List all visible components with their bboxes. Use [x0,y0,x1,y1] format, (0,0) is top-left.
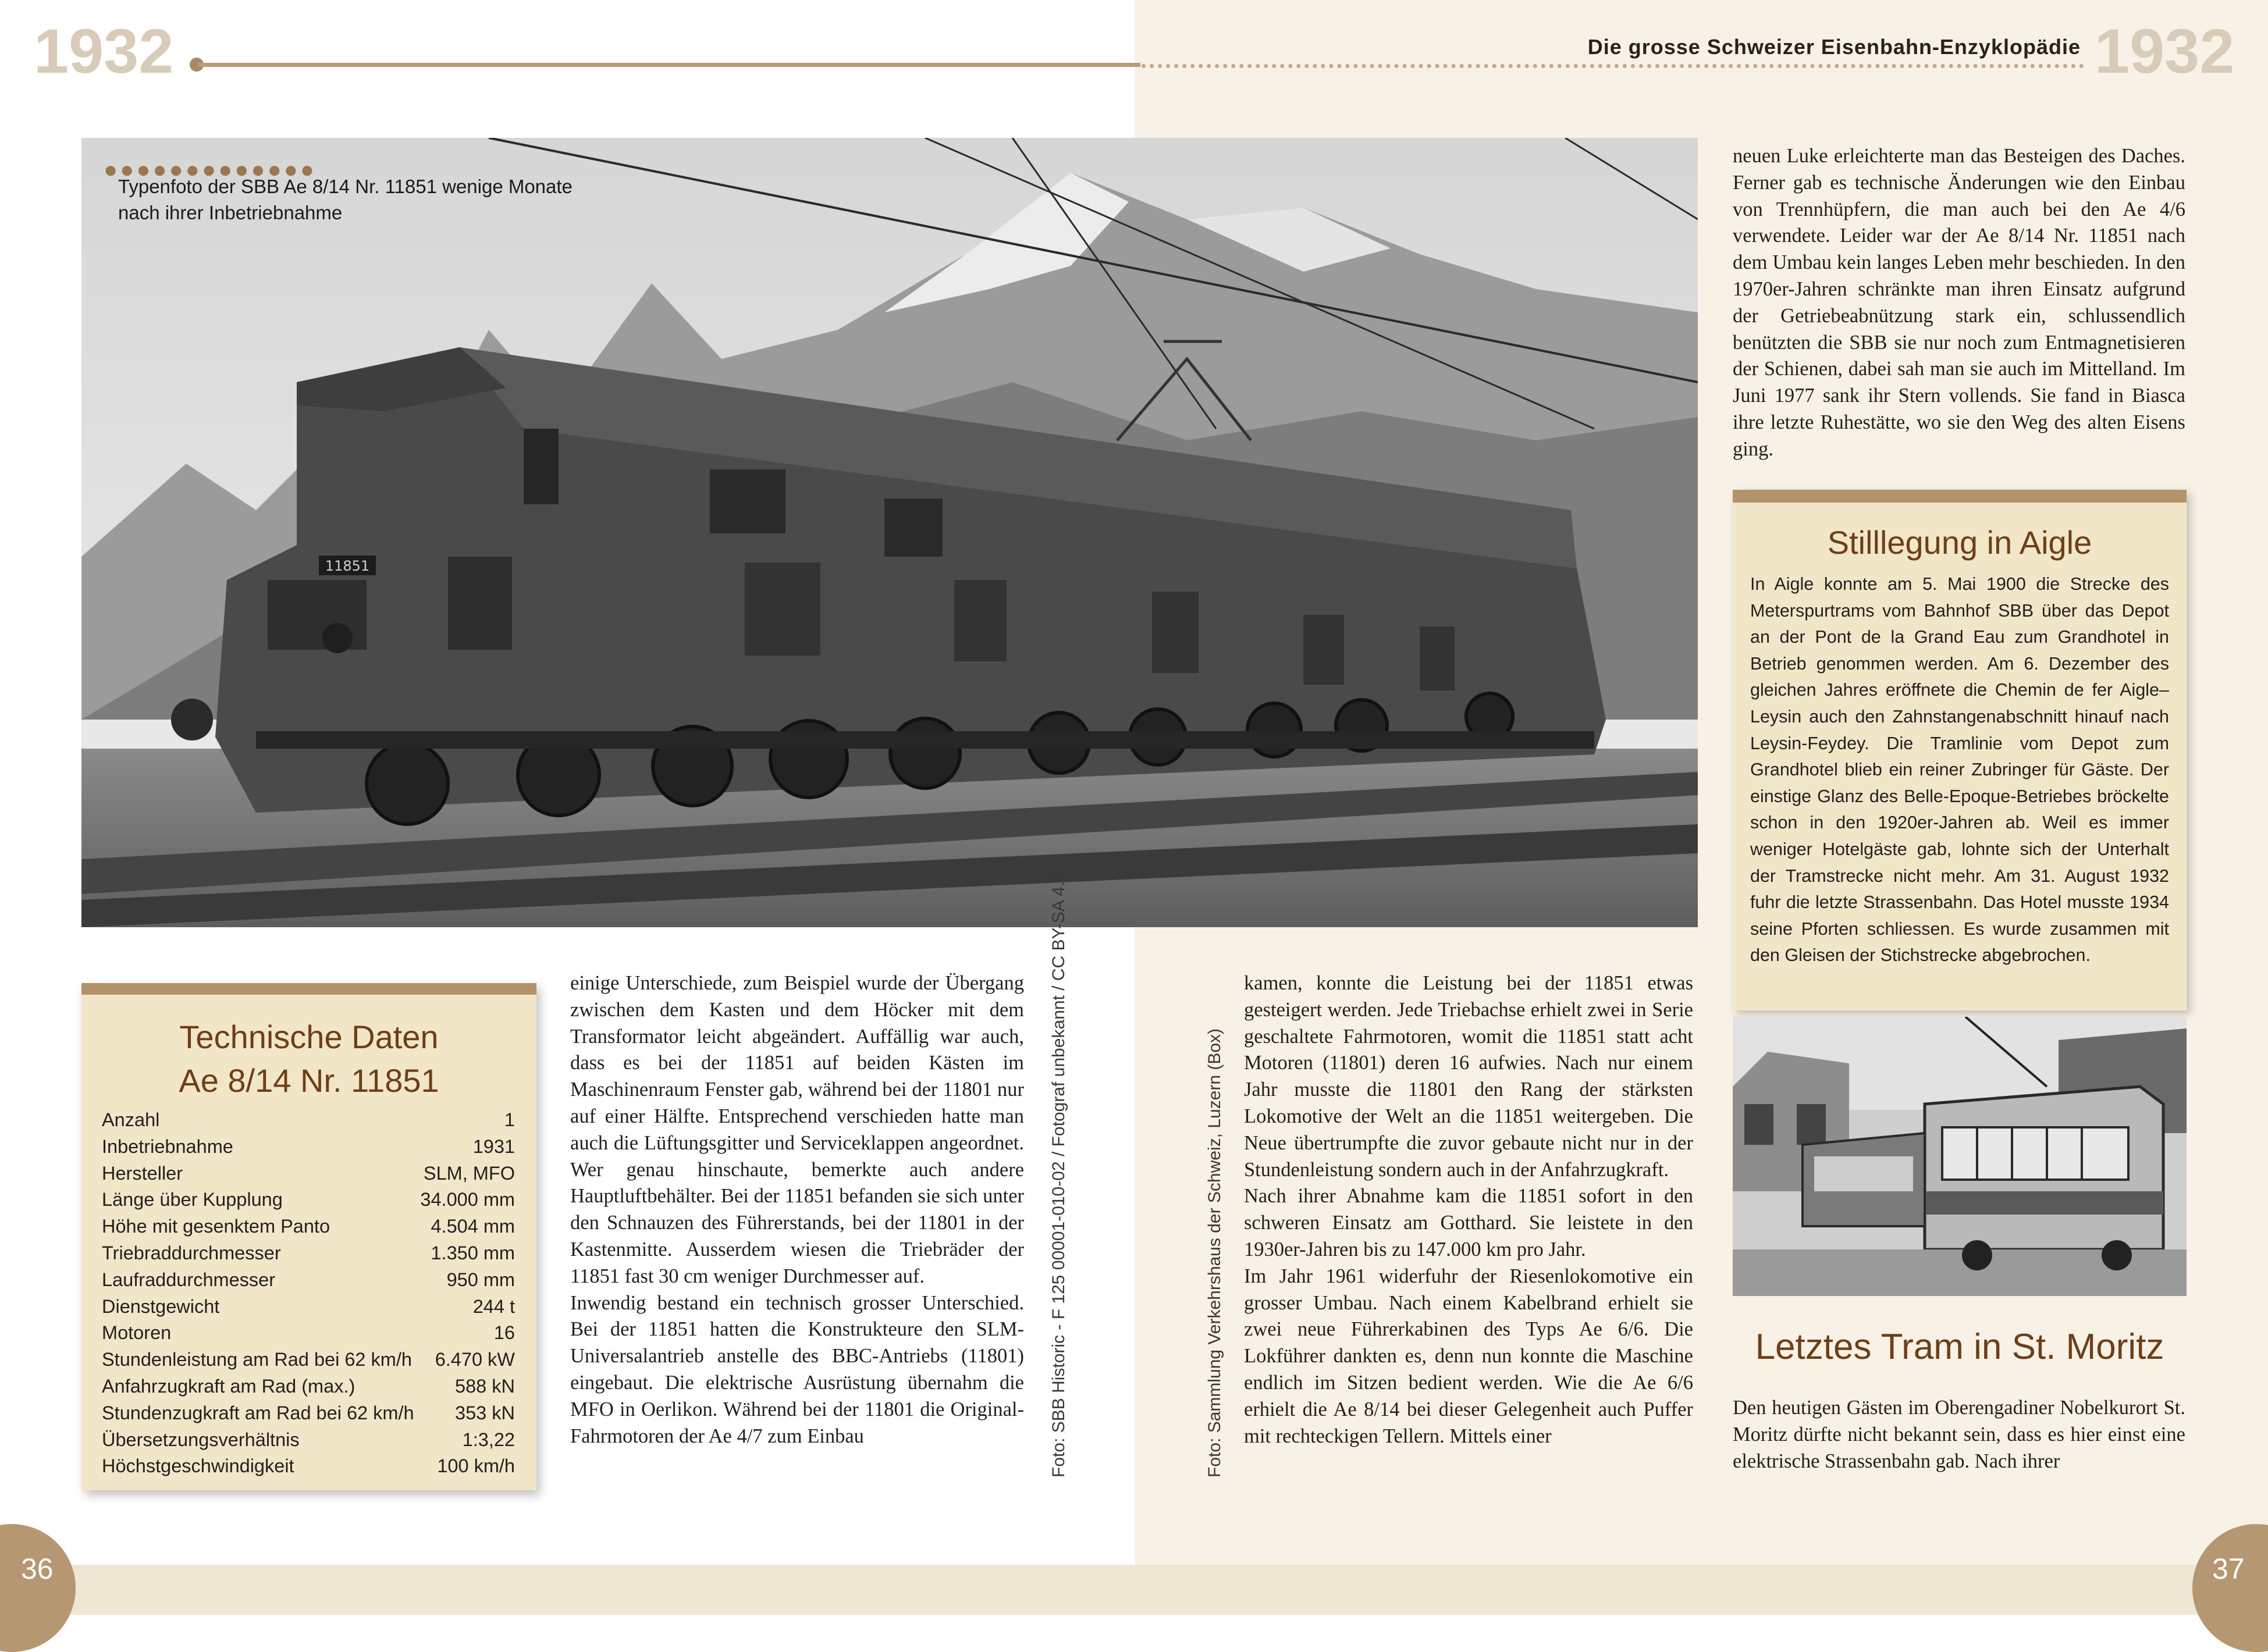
tech-data-row [102,1347,515,1373]
aigle-text [1750,571,2169,969]
left-corner-decoration [0,1524,76,1652]
tech-data-value: 353 kN [455,1402,515,1423]
header-dotted-rule [1142,64,2084,68]
year-left: 1932 [34,16,174,86]
tech-data-row [102,1400,515,1427]
aigle-sidebar-box [1733,490,2187,1010]
tech-data-label: Stundenleistung am Rad bei 62 km/h [102,1349,412,1370]
paragraph: Den heutigen Gästen im Oberengadiner Nobelkurort St. Moritz dürfte nicht bekannt sein, dass es hier einst eine elektrische Strassenbahn gab. Nach ihrer [1733,1397,2185,1472]
technical-data-title-line2: Ae 8/14 Nr. 11851 [179,1062,439,1099]
paragraph: einige Unterschiede, zum Beispiel wurde der Übergang zwischen dem Kasten und dem Höcker mit dem Transformator leicht abgeändert. Auffällig war auch, dass es bei der 11851 auf beiden Kästen im Maschinenraum Fenster gab, während bei der 11801 nur auf einer Hälfte. Entsprechend verschieden hatte man auch die Lüftungsgitter und Serviceklappen angeordnet. Wer genau hinschaute, bemerkte auch andere Hauptluftbehälter. Bei der 11851 befanden sie sich unter den Schnauzen des Führerstands, bei der 11801 in der Kastenmitte. Ausserdem wiesen die Triebräder der 11851 fast 30 cm weniger Durchmesser auf. [570,972,1024,1287]
tech-data-label: Anzahl [102,1109,160,1130]
tech-data-row [102,1213,515,1240]
paragraph: Inwendig bestand ein technisch grosser Unterschied. Bei der 11851 hatten die Konstrukteure den SLM-Universalantrieb anstelle des BBC-Antriebs (11801) eingebaut. Die elektrische Ausrüstung übernahm die MFO in Oerlikon. Während bei der 11801 die Original-Fahrmotoren der Ae 4/7 zum Einbau [570,1291,1024,1447]
tech-data-value: 4.504 mm [431,1216,515,1237]
text-column-3 [1733,143,2185,463]
st-moritz-text [1733,1395,2185,1475]
tech-data-label: Laufraddurchmesser [102,1269,276,1290]
tech-data-value: 244 t [472,1295,515,1317]
tech-data-value: 34.000 mm [420,1189,515,1210]
tech-data-row [102,1453,515,1480]
caption-dots-decoration: ●●●●●●●●●●●●● [104,157,317,183]
tech-data-label: Länge über Kupplung [102,1189,283,1210]
tech-data-value: SLM, MFO [423,1162,515,1184]
technical-data-table [102,1107,515,1480]
tech-data-label: Hersteller [102,1162,183,1184]
box-top-bar [81,983,536,995]
tech-data-label: Stundenzugkraft am Rad bei 62 km/h [102,1402,414,1423]
tech-data-value: 1931 [472,1135,515,1157]
tech-data-row [102,1134,515,1160]
page-number-left: 36 [21,1553,54,1585]
photo-credit-locomotive: Foto: SBB Historic - F 125 00001-010-02 / Fotograf unbekannt / CC BY-SA 4.0 [1049,871,1068,1477]
locomotive-photo [81,138,1698,927]
aigle-title: Stilllegung in Aigle [1827,524,2092,561]
tech-data-label: Übersetzungsverhältnis [102,1429,300,1450]
paragraph: Im Jahr 1961 widerfuhr der Riesenlokomotive ein grosser Umbau. Nach einem Kabelbrand erhielt sie zwei neue Führerkabinen des Typs Ae 6/6. Die Lokführer dankten es, denn nun konnte die Maschine endlich im Sitzen bedient werden. Wie die Ae 6/6 erhielt die Ae 8/14 bei dieser Gelegenheit auch Puffer mit rechteckigen Tellern. Mittels einer [1244,1265,1693,1447]
tech-data-label: Höchstgeschwindigkeit [102,1455,294,1477]
tech-data-value: 1:3,22 [462,1429,515,1450]
tech-data-label: Triebraddurchmesser [102,1242,281,1263]
technical-data-title-line1: Technische Daten [179,1019,439,1055]
tech-data-value: 588 kN [455,1375,515,1397]
paragraph: neuen Luke erleichterte man das Besteigen des Daches. Ferner gab es technische Änderungen wie den Einbau von Trennhüpfern, die man auch bei den Ae 4/6 verwendete. Leider war der Ae 8/14 Nr. 11851 nach dem Umbau kein langes Leben mehr beschieden. In den 1970er-Jahren schränkte man ihren Einsatz aufgrund der Getriebeabnützung stark ein, schlussendlich benützten die SBB sie nur noch zum Entmagnetisieren der Schienen, dabei sah man sie auch im Mittelland. Im Juni 1977 sank ihr Stern vollends. Sie fand in Biasca ihre letzte Ruhestätte, wo sie den Weg des alten Eisens ging. [1733,145,2185,460]
tech-data-label: Motoren [102,1322,172,1344]
tech-data-row [102,1320,515,1347]
tech-data-row [102,1427,515,1454]
year-right: 1932 [2095,16,2235,86]
tech-data-row [102,1107,515,1134]
aigle-paragraph: In Aigle konnte am 5. Mai 1900 die Strecke des Meterspurtrams vom Bahnhof SBB über das Depot an der Pont de la Grand Eau zum Grandhotel in Betrieb genommen werden. Am 6. Dezember des gleichen Jahres eröffnete die Chemin de fer Aigle–Leysin auch den Zahnstangenabschnitt hinauf nach Leysin-Feydey. Die Tramlinie vom Depot zum Grandhotel blieb ein reiner Zubringer für Gäste. Der einstige Glanz des Belle-Epoque-Betriebes bröckelte schon in den 1920er-Jahren ab. Weil es immer weniger Hotelgäste gab, lohnte sich der Unterhalt der Tramstrecke nicht mehr. Am 31. August 1932 fuhr die letzte Strassenbahn. Das Hotel musste 1934 seine Pforten schliessen. Es wurde zusammen mit den Gleisen der Stichstrecke abgebrochen. [1750,574,2169,966]
header-rule [198,63,1140,67]
page-number-right: 37 [2212,1553,2245,1585]
box-top-bar [1733,490,2187,503]
tech-data-value: 1.350 mm [431,1242,515,1263]
tech-data-row [102,1294,515,1320]
technical-data-title [81,1015,536,1102]
tech-data-label: Inbetriebnahme [102,1135,233,1157]
paragraph: kamen, konnte die Leistung bei der 11851 etwas gesteigert werden. Jede Triebachse erhielt zwei in Serie geschaltete Fahrmotoren, womit die 11851 statt acht Motoren (11801) deren 16 aufwies. Nach nur einem Jahr musste die 11801 den Rang der stärksten Lokomotive der Welt an die 11851 weitergeben. Die Neue übertrumpfte die zuvor gebaute nicht nur in der Stundenleistung sondern auch in der Anfahrzugkraft. [1244,972,1693,1181]
text-column-2 [1244,970,1693,1450]
tram-photo [1733,1017,2187,1296]
technical-data-box [81,983,536,1490]
tech-data-value: 16 [493,1322,515,1344]
tech-data-value: 950 mm [446,1269,515,1290]
number-plate: 11851 [325,558,370,574]
tech-data-row [102,1187,515,1213]
tech-data-label: Anfahrzugkraft am Rad (max.) [102,1375,356,1397]
st-moritz-title: Letztes Tram in St. Moritz [1755,1327,2164,1367]
tech-data-value: 1 [504,1109,515,1130]
tech-data-label: Höhe mit gesenktem Panto [102,1216,330,1237]
paragraph: Nach ihrer Abnahme kam die 11851 sofort in den schweren Einsatz am Gotthard. Sie leistete in den 1930er-Jahren bis zu 147.000 km pro Jahr. [1244,1185,1693,1261]
photo-credit-box: Foto: Sammlung Verkehrshaus der Schweiz, Luzern (Box) [1205,1028,1224,1477]
tech-data-value: 6.470 kW [435,1349,515,1370]
tech-data-row [102,1160,515,1187]
tech-data-row [102,1240,515,1267]
tech-data-row [102,1373,515,1400]
tech-data-label: Dienstgewicht [102,1295,220,1317]
tech-data-value: 100 km/h [437,1455,515,1477]
text-column-1 [570,970,1024,1450]
photo-caption: Typenfoto der SBB Ae 8/14 Nr. 11851 wenige Monate nach ihrer Inbetriebnahme [118,176,573,223]
encyclopedia-title: Die grosse Schweizer Eisenbahn-Enzyklopädie [1587,35,2081,59]
footer-band [0,1565,2268,1615]
tech-data-row [102,1267,515,1294]
